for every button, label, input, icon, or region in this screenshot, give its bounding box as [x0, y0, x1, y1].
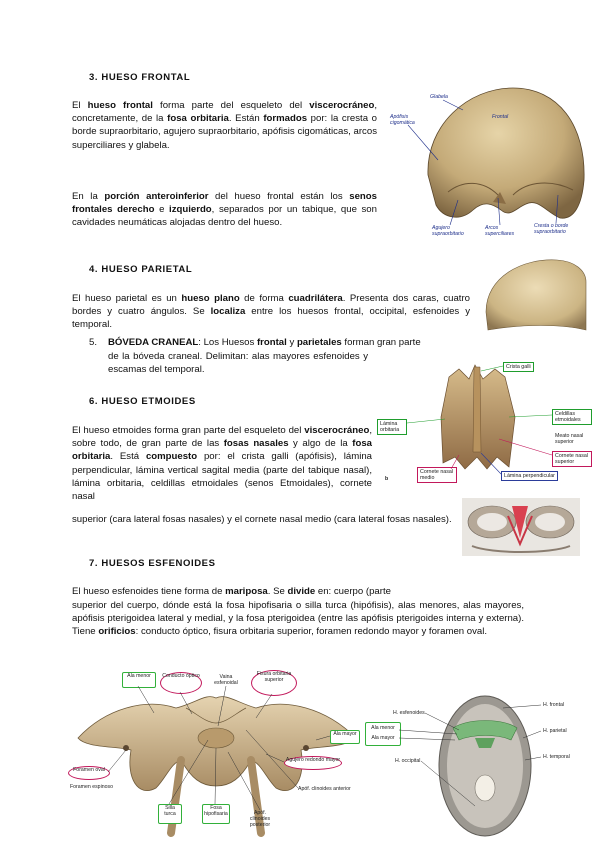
text-run: viscerocráneo [304, 425, 370, 436]
text-run: y [286, 337, 297, 348]
label-glabela: Glabela [430, 94, 448, 100]
text-run: senos frontales derecho [72, 191, 377, 216]
label-apof-clinoides-posterior: Apóf. clinoides posterior [249, 810, 271, 828]
text-run: del hueso frontal están los [208, 191, 350, 202]
label-apofisis-cigomatica: Apófisis cigomática [390, 114, 415, 126]
text-run: fosa orbitaria [167, 113, 229, 125]
text-run: . Se [267, 586, 288, 597]
heading-etmoides: 6. HUESO ETMOIDES [89, 396, 196, 407]
label-ala-mayor: Ala mayor [330, 730, 360, 744]
esfenoides-paragraph-1 [72, 585, 532, 598]
text-run: fosa orbitaria [72, 438, 372, 463]
text-run: forman gran parte [341, 337, 421, 348]
label-conducto-optico: Conducto óptico [160, 672, 202, 694]
parietal-bone-illustration [482, 252, 587, 334]
parietal-paragraph [72, 292, 470, 332]
text-run: , sobre todo, de gran parte de las [72, 425, 372, 450]
text-run: y algo de la [288, 438, 353, 450]
text-run: forma parte del esqueleto del [152, 100, 310, 111]
label-fosa-hipofisaria: Fosa hipofisaria [202, 804, 230, 824]
frontal-paragraph-1 [72, 99, 377, 152]
nasal-cavity-figure [462, 498, 580, 556]
label-crista-galli: Crista galli [503, 362, 534, 372]
text-run: hueso plano [181, 293, 240, 304]
label-skull-ala-mayor: Ala mayor [371, 735, 395, 741]
label-agujero-supraorbitario: Agujero supraorbitario [432, 225, 464, 237]
label-h-esfenoides: H. esfenoides [393, 710, 425, 716]
text-run: por: el crista galli (apófisis), lámina perpendicular, lámina vertical sagital media (parte del tabique nasal), lámina orbitaria, celdillas etmoidales (senos Etmoidales), cornete nasal [72, 451, 372, 503]
text-run: BÓVEDA CRANEAL [108, 337, 199, 348]
text-run: localiza [210, 306, 246, 318]
text-run: parietales [296, 337, 342, 348]
skull-pointer-lines [363, 688, 585, 838]
text-run: en: cuerpo (parte [315, 586, 391, 597]
text-run: cuadrilátera [288, 293, 343, 304]
text-run: El hueso esfenoides tiene forma de [72, 586, 226, 597]
label-silla-turca: Silla turca [158, 804, 182, 824]
text-run: superior del cuerpo, dónde está la fosa hipofisaria o silla turca (hipófisis), alas menores, alas mayores, apófisis pterigoidea lateral y medial, y la fosa pterigoidea (entre las apófisis pterigoides interna y externa). Tiene [72, 600, 524, 638]
text-run: . Están [228, 113, 264, 125]
text-run: e [154, 204, 170, 216]
text-run: formados [263, 113, 308, 125]
label-fisura-orbitaria: Fisura orbitaria superior [251, 670, 297, 696]
text-run: . Presenta dos caras, cuatro bordes y cuatro ángulos. Se [72, 293, 471, 318]
esfenoides-bone-figure [66, 668, 366, 840]
text-run: compuesto [145, 451, 198, 463]
text-run: mariposa [225, 586, 268, 597]
label-h-parietal: H. parietal [543, 728, 567, 734]
heading-frontal: 3. HUESO FRONTAL [89, 72, 191, 83]
label-frontal: Frontal [492, 114, 509, 120]
etmoides-paragraph-2: superior (cara lateral fosas nasales) y el cornete nasal medio (cara lateral fosas nasales). [72, 514, 452, 525]
text-run: El [72, 100, 88, 111]
label-b: b [385, 476, 389, 482]
label-foramen-oval: Foramen oval [68, 766, 110, 780]
label-h-frontal: H. frontal [543, 702, 565, 708]
skull-base-figure [363, 688, 585, 838]
label-h-temporal: H. temporal [543, 754, 570, 760]
etmoides-pointer-lines [377, 357, 592, 487]
text-run: divide [287, 586, 316, 597]
label-ala-menor: Ala menor [122, 672, 156, 688]
heading-parietal: 4. HUESO PARIETAL [89, 264, 193, 275]
text-run: El hueso etmoides forma gran parte del esqueleto del [72, 425, 305, 436]
text-run: porción anteroinferior [104, 191, 209, 202]
text-run: hueso frontal [87, 100, 153, 111]
label-cornete-nasal-medio: Cornete nasal medio [417, 467, 457, 483]
etmoides-bone-figure [377, 357, 592, 487]
label-h-occipital: H. occipital [395, 758, 421, 764]
text-run: entre los huesos frontal, occipital, esfenoides y temporal. [72, 306, 470, 331]
text-run: : Los Huesos [198, 337, 257, 348]
esfenoides-pointer-lines [66, 668, 366, 840]
label-skull-ala-menor: Ala menor [371, 725, 395, 731]
label-cornete-nasal-superior: Cornete nasal superior [552, 451, 592, 467]
text-run: . Está [110, 451, 146, 463]
text-run: : conducto óptico, fisura orbitaria superior, foramen redondo mayor y foramen oval. [135, 626, 488, 638]
label-lamina-orbitaria: Lámina orbitaria [377, 419, 407, 435]
frontal-bone-figure [388, 80, 588, 245]
text-run: viscerocráneo [309, 100, 375, 111]
parietal-bone-figure [482, 252, 587, 334]
esfenoides-paragraph-2 [72, 599, 524, 639]
text-run: , separados por un tabique, que son cavidades neumáticas alojadas dentro del hueso. [72, 204, 377, 229]
boveda-number: 5. [89, 337, 98, 348]
boveda-paragraph-1 [108, 336, 470, 349]
text-run: En la [72, 191, 105, 202]
frontal-pointer-lines [388, 80, 588, 245]
etmoides-paragraph-1 [72, 424, 372, 503]
text-run: izquierdo [169, 204, 212, 216]
text-run: frontal [256, 337, 287, 348]
text-run: orificios [98, 626, 136, 638]
label-apof-clinoides-anterior: Apóf. clinoides anterior [298, 786, 351, 792]
frontal-paragraph-2 [72, 190, 377, 230]
text-run: por: la cresta o borde supraorbitario, agujero supraorbitario, apófisis cigomáticas, arcos superciliares y glabela. [72, 113, 377, 151]
label-lamina-perpendicular: Lámina perpendicular [501, 471, 558, 481]
heading-esfenoides: 7. HUESOS ESFENOIDES [89, 558, 216, 569]
label-agujero-redondo-mayor: Agujero redondo mayor [284, 756, 342, 770]
nasal-cavity-illustration [462, 498, 580, 556]
boveda-paragraph-2: de la bóveda craneal. Delimitan: alas mayores esfenoides y escamas del temporal. [108, 351, 368, 376]
label-celdillas-etmoidales: Celdillas etmoidales [552, 409, 592, 425]
label-vaina-esfenoidal: Vaina esfenoidal [214, 674, 238, 686]
text-run: , concretamente, de la [72, 100, 378, 125]
label-meato-nasal-superior: Meato nasal superior [555, 433, 584, 445]
label-cresta-supraorbitario: Cresta o borde supraorbitario [534, 223, 569, 235]
text-run: de forma [239, 293, 289, 304]
text-run: fosas nasales [223, 438, 289, 450]
label-arcos-superciliares: Arcos superciliares [485, 225, 515, 237]
label-foramen-espinoso: Foramen espinoso [70, 784, 113, 790]
text-run: El hueso parietal es un [72, 293, 182, 304]
